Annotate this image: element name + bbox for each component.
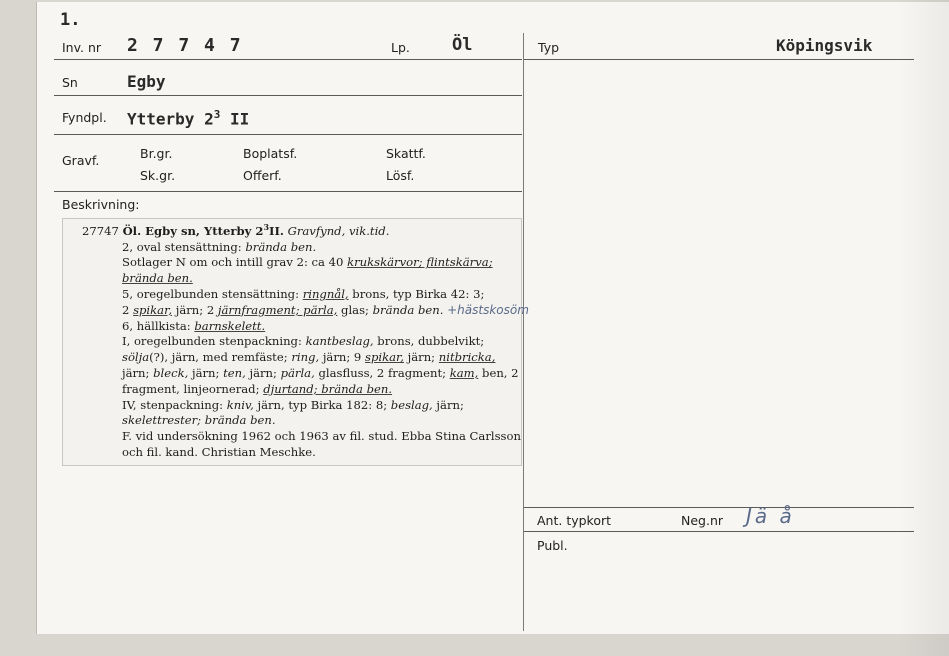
- column-divider: [523, 33, 524, 631]
- fyndpl-value: Ytterby $2^3$ II: [127, 108, 250, 129]
- divider-sn: [54, 95, 522, 96]
- gravf-boplatsf: Boplatsf.: [243, 146, 298, 161]
- card-number: 1.: [60, 10, 81, 30]
- gravf-offerf: Offerf.: [243, 168, 282, 183]
- gravf-skattf: Skattf.: [386, 146, 426, 161]
- neg-nr-label: Neg.nr: [681, 513, 724, 528]
- lp-label: Lp.: [391, 40, 410, 55]
- inv-nr-label: Inv. nr: [62, 40, 102, 55]
- gravf-label: Gravf.: [62, 153, 100, 168]
- inv-nr-value: 2 7 7 4 7: [127, 35, 243, 56]
- sn-value: Egby: [127, 72, 166, 91]
- card-shadow: [899, 0, 949, 656]
- divider-fyndpl: [54, 134, 522, 135]
- divider-header-right: [524, 59, 914, 60]
- typ-label: Typ: [538, 40, 560, 55]
- handwritten-addition: +hästskosöm: [447, 302, 529, 317]
- gravf-brgr: Br.gr.: [140, 146, 173, 161]
- lp-value: Öl: [452, 35, 473, 55]
- gravf-losf: Lösf.: [386, 168, 415, 183]
- divider-ant-bottom: [524, 531, 914, 532]
- typ-value: Köpingsvik: [776, 36, 873, 55]
- beskrivning-label: Beskrivning:: [62, 197, 140, 212]
- publ-label: Publ.: [537, 538, 568, 553]
- divider-gravf: [54, 191, 522, 192]
- description-text: 27747 Öl. Egby sn, Ytterby $2^3II$. Gravfynd, vik.tid. 2, oval stensättning: brända ben. Sotlager N om och intill grav 2: ca 40 krukskärvor; flintskärva; brända ben. 5, oregelbunden stensättning: ringnål, brons, typ Birka 42: 3; 2 spikar, järn; 2 järnfragment; pärla, glas; brända ben. +hästskosöm 6, hällkista: barnskelett. I, oregelbunden stenpackning: kantbeslag, brons, dubbelvikt; sölja(?), järn, med remfäste; ring, järn; 9 spikar, järn; nitbricka, järn; bleck, järn; ten, järn; pärla, glasfluss, 2 fragment; kam, ben, 2 fragment, linjeornerad; djurtand; brända ben. IV, stenpackning: kniv, järn, typ Birka 182: 8; beslag, järn; skelettrester; brända ben. F. vid undersökning 1962 och 1963 av fil. stud. Ebba Stina Carlsson och fil. kand. Christian Meschke.: [82, 222, 529, 460]
- neg-nr-value: Jä å: [746, 504, 795, 528]
- ant-typkort-label: Ant. typkort: [537, 513, 612, 528]
- fyndpl-label: Fyndpl.: [62, 110, 107, 125]
- divider-ant-top: [524, 507, 914, 508]
- sn-label: Sn: [62, 75, 78, 90]
- divider-header: [54, 59, 522, 60]
- gravf-skgr: Sk.gr.: [140, 168, 176, 183]
